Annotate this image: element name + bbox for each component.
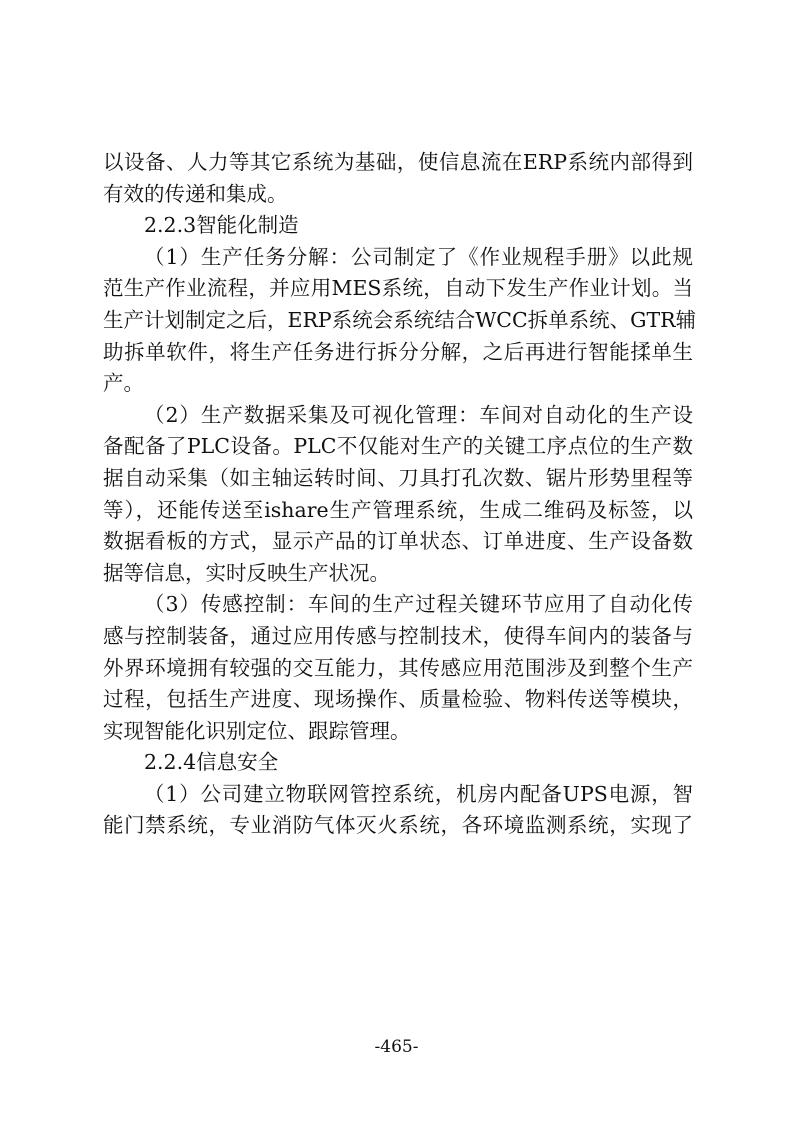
text-line: （2）生产数据采集及可视化管理：车间对自动化的生产设 bbox=[144, 402, 693, 427]
text-line: 等），还能传送至ishare生产管理系统，生成二维码及标签，以 bbox=[103, 497, 693, 522]
text-line: 范生产作业流程，并应用MES系统，自动下发生产作业计划。当 bbox=[103, 276, 693, 301]
text-line: 感与控制装备，通过应用传感与控制技术，使得车间内的装备与 bbox=[103, 623, 693, 648]
text-line: 生产计划制定之后，ERP系统会系统结合WCC拆单系统、GTR辅 bbox=[103, 307, 697, 332]
text-line: 外界环境拥有较强的交互能力，其传感应用范围涉及到整个生产 bbox=[103, 655, 693, 680]
text-line: （1）公司建立物联网管控系统，机房内配备UPS电源，智 bbox=[144, 781, 693, 806]
text-line: 能门禁系统，专业消防气体灭火系统，各环境监测系统，实现了 bbox=[103, 813, 693, 838]
text-line: 有效的传递和集成。 bbox=[103, 181, 288, 206]
page-number: -465- bbox=[374, 1037, 419, 1057]
text-line: 过程，包括生产进度、现场操作、质量检验、物料传送等模块， bbox=[103, 687, 693, 712]
text-line: 备配备了PLC设备。PLC不仅能对生产的关键工序点位的生产数 bbox=[103, 434, 693, 459]
text-line: 产。 bbox=[103, 371, 144, 396]
text-line: （1）生产任务分解：公司制定了《作业规程手册》以此规 bbox=[144, 244, 693, 269]
text-line: 以设备、人力等其它系统为基础，使信息流在ERP系统内部得到 bbox=[103, 150, 693, 174]
document-body bbox=[103, 147, 697, 842]
text-line: （3）传感控制：车间的生产过程关键环节应用了自动化传 bbox=[144, 592, 693, 617]
paragraph-erp-integration bbox=[103, 147, 693, 210]
section-heading-2-2-3: 2.2.3智能化制造 bbox=[144, 213, 299, 238]
paragraph-task-decomposition bbox=[103, 242, 697, 400]
text-line: 数据看板的方式，显示产品的订单状态、订单进度、生产设备数 bbox=[103, 529, 693, 554]
paragraph-data-collection bbox=[103, 400, 693, 590]
text-line: 助拆单软件，将生产任务进行拆分分解，之后再进行智能揉单生 bbox=[103, 339, 693, 364]
section-heading-2-2-4: 2.2.4信息安全 bbox=[144, 750, 279, 775]
text-line: 实现智能化识别定位、跟踪管理。 bbox=[103, 718, 411, 743]
paragraph-sensor-control bbox=[103, 589, 693, 747]
text-line: 据等信息，实时反映生产状况。 bbox=[103, 560, 390, 585]
paragraph-information-security bbox=[103, 779, 693, 842]
text-line: 据自动采集（如主轴运转时间、刀具打孔次数、锯片形势里程等 bbox=[103, 465, 693, 490]
